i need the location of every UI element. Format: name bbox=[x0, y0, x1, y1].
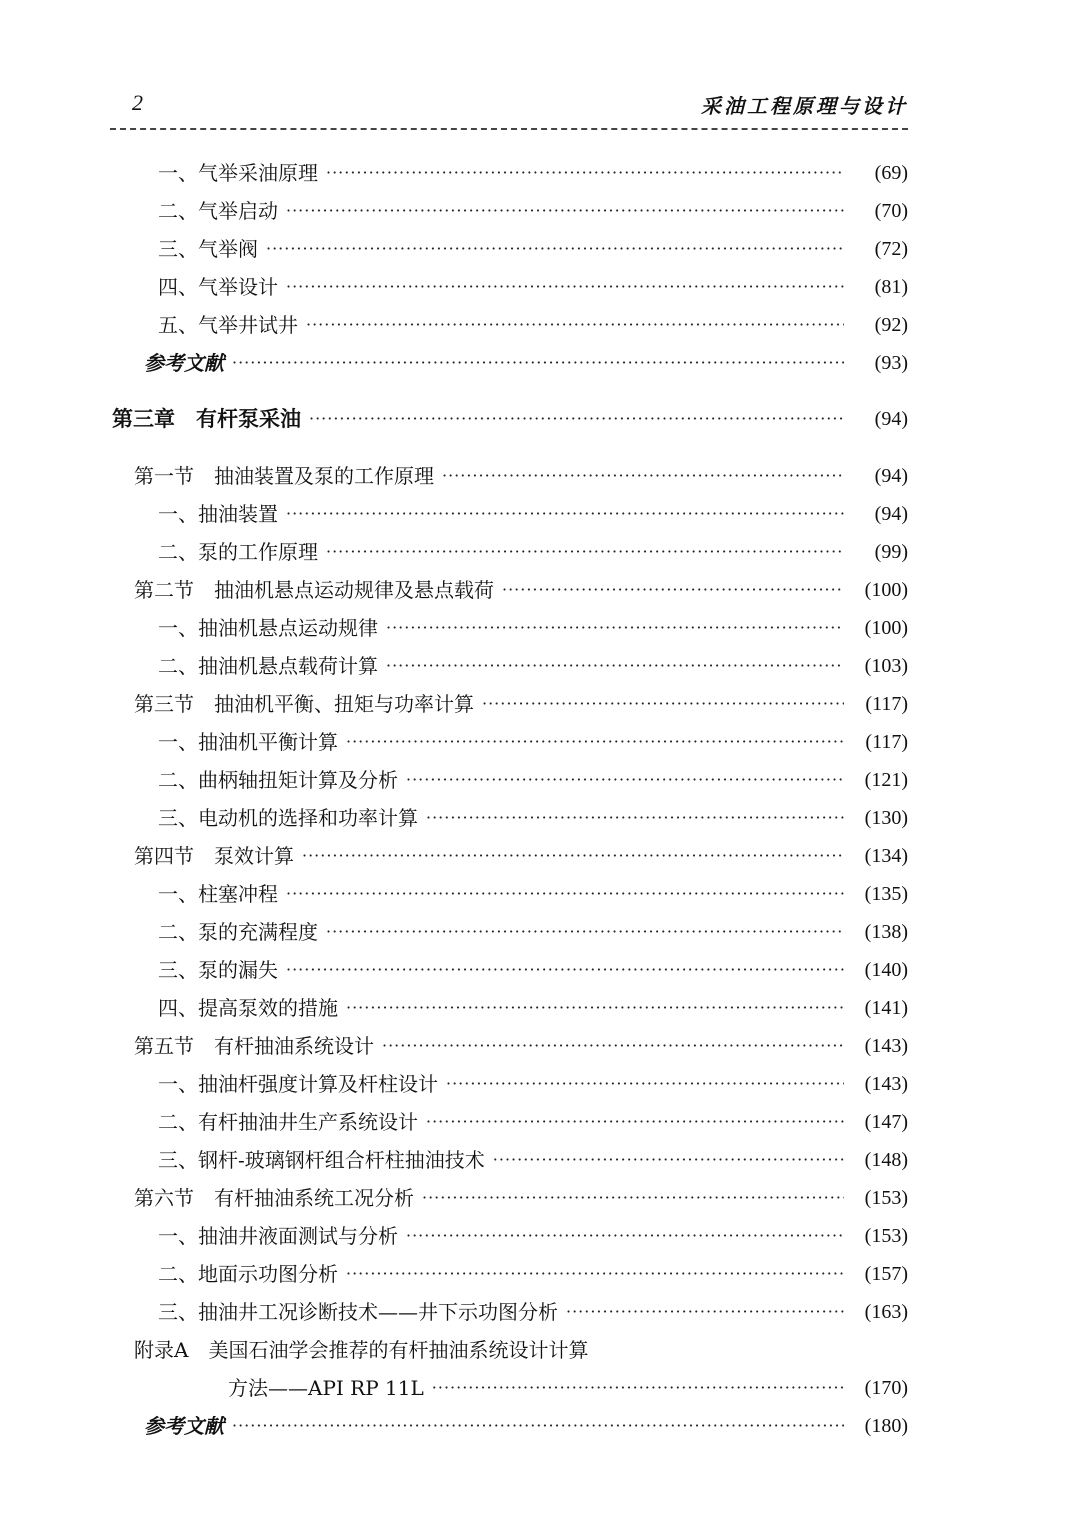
toc-entry-label: 二、泵的充满程度 bbox=[158, 920, 318, 944]
toc-entry bbox=[110, 1221, 908, 1251]
toc-entry-page: (117) bbox=[865, 693, 908, 715]
toc-entry-page: (121) bbox=[864, 769, 908, 791]
dot-leader bbox=[286, 879, 844, 909]
dot-leader bbox=[346, 993, 844, 1023]
toc-entry-label: 三、钢杆-玻璃钢杆组合杆柱抽油技术 bbox=[158, 1148, 485, 1172]
toc-entry-label: 一、抽油机悬点运动规律 bbox=[158, 616, 378, 640]
toc-section-label: 第五节 有杆抽油系统设计 bbox=[134, 1034, 374, 1058]
toc-entry bbox=[110, 727, 908, 757]
running-title: 采油工程原理与设计 bbox=[701, 94, 908, 118]
toc-entry-page: (72) bbox=[874, 238, 908, 260]
dot-leader bbox=[326, 537, 844, 567]
dot-leader bbox=[406, 765, 844, 795]
toc-section bbox=[110, 1031, 908, 1061]
toc-entry-label: 一、抽油装置 bbox=[158, 502, 278, 526]
toc-section-label: 第三节 抽油机平衡、扭矩与功率计算 bbox=[134, 692, 474, 716]
toc-appendix bbox=[110, 1335, 908, 1365]
toc-entry-label: 四、气举设计 bbox=[158, 275, 278, 299]
dot-leader bbox=[386, 613, 844, 643]
toc-entry-label: 二、地面示功图分析 bbox=[158, 1262, 338, 1286]
page-header bbox=[110, 90, 908, 126]
dot-leader bbox=[346, 1259, 844, 1289]
toc-entry-label: 四、提高泵效的措施 bbox=[158, 996, 338, 1020]
toc-entry-page: (100) bbox=[864, 617, 908, 639]
toc-entry-label: 参考文献 bbox=[144, 351, 224, 375]
dot-leader bbox=[482, 689, 844, 719]
toc-entry bbox=[110, 272, 908, 302]
dot-leader bbox=[446, 1069, 844, 1099]
toc-entry bbox=[110, 1373, 908, 1403]
dot-leader bbox=[566, 1297, 844, 1327]
dot-leader bbox=[302, 841, 844, 871]
toc-entry bbox=[110, 1259, 908, 1289]
toc-entry-label: 五、气举井试井 bbox=[158, 313, 298, 337]
toc-section bbox=[110, 461, 908, 491]
dot-leader bbox=[286, 196, 844, 226]
toc-entry-page: (135) bbox=[864, 883, 908, 905]
dot-leader bbox=[306, 310, 844, 340]
dot-leader bbox=[309, 404, 844, 434]
page-number: 2 bbox=[132, 90, 143, 115]
dot-leader bbox=[286, 955, 844, 985]
dot-leader bbox=[442, 461, 844, 491]
toc-entry bbox=[110, 993, 908, 1023]
toc-entry-page: (99) bbox=[874, 541, 908, 563]
toc-entry bbox=[110, 537, 908, 567]
toc-entry-page: (153) bbox=[864, 1225, 908, 1247]
toc-chapter-label: 第三章 有杆泵采油 bbox=[112, 406, 301, 431]
header-rule bbox=[110, 128, 908, 130]
dot-leader bbox=[326, 158, 844, 188]
dot-leader bbox=[422, 1183, 844, 1213]
toc-entry bbox=[110, 499, 908, 529]
dot-leader bbox=[406, 1221, 844, 1251]
toc-entry-page: (103) bbox=[864, 655, 908, 677]
toc-appendix-label: 附录A 美国石油学会推荐的有杆抽油系统设计计算 bbox=[134, 1338, 589, 1362]
toc-entry bbox=[110, 196, 908, 226]
toc-section bbox=[110, 689, 908, 719]
toc-section bbox=[110, 575, 908, 605]
toc-appendix-continuation: 方法——API RP 11L bbox=[228, 1376, 424, 1400]
dot-leader bbox=[346, 727, 844, 757]
toc-entry-page: (143) bbox=[864, 1073, 908, 1095]
toc-entry-page: (148) bbox=[864, 1149, 908, 1171]
toc-entry-references bbox=[110, 348, 908, 378]
toc-section bbox=[110, 841, 908, 871]
toc-entry-page: (163) bbox=[864, 1301, 908, 1323]
toc-entry-label: 三、电动机的选择和功率计算 bbox=[158, 806, 418, 830]
toc-entry-references bbox=[110, 1411, 908, 1441]
dot-leader bbox=[386, 651, 844, 681]
toc-entry-label: 一、气举采油原理 bbox=[158, 161, 318, 185]
toc-entry-page: (130) bbox=[864, 807, 908, 829]
toc-section-label: 第六节 有杆抽油系统工况分析 bbox=[134, 1186, 414, 1210]
dot-leader bbox=[286, 272, 844, 302]
toc-entry bbox=[110, 1145, 908, 1175]
toc-entry-page: (180) bbox=[864, 1415, 908, 1437]
toc-entry-label: 三、泵的漏失 bbox=[158, 958, 278, 982]
dot-leader bbox=[493, 1145, 844, 1175]
dot-leader bbox=[432, 1373, 844, 1403]
toc-entry-page: (134) bbox=[864, 845, 908, 867]
toc-entry bbox=[110, 310, 908, 340]
toc-entry-page: (93) bbox=[874, 352, 908, 374]
toc-entry-page: (138) bbox=[864, 921, 908, 943]
dot-leader bbox=[502, 575, 844, 605]
toc-entry-page: (117) bbox=[865, 731, 908, 753]
toc-section-label: 第一节 抽油装置及泵的工作原理 bbox=[134, 464, 434, 488]
dot-leader bbox=[426, 803, 844, 833]
toc-entry-page: (140) bbox=[864, 959, 908, 981]
toc-entry bbox=[110, 803, 908, 833]
toc-entry-page: (143) bbox=[864, 1035, 908, 1057]
toc-section-label: 第四节 泵效计算 bbox=[134, 844, 294, 868]
toc-entry-page: (69) bbox=[874, 162, 908, 184]
toc-entry-page: (141) bbox=[864, 997, 908, 1019]
toc-entry bbox=[110, 1107, 908, 1137]
toc-entry bbox=[110, 955, 908, 985]
toc-entry-label: 二、气举启动 bbox=[158, 199, 278, 223]
toc-entry-label: 参考文献 bbox=[144, 1414, 224, 1438]
toc-entry-page: (81) bbox=[874, 276, 908, 298]
toc-entry-page: (100) bbox=[864, 579, 908, 601]
toc-entry-label: 一、抽油杆强度计算及杆柱设计 bbox=[158, 1072, 438, 1096]
toc-section-label: 第二节 抽油机悬点运动规律及悬点载荷 bbox=[134, 578, 494, 602]
toc-entry-page: (92) bbox=[874, 314, 908, 336]
toc-entry bbox=[110, 1297, 908, 1327]
toc-entry-label: 二、有杆抽油井生产系统设计 bbox=[158, 1110, 418, 1134]
toc-entry-page: (94) bbox=[874, 465, 908, 487]
toc-entry-label: 三、气举阀 bbox=[158, 237, 258, 261]
toc-entry-page: (147) bbox=[864, 1111, 908, 1133]
toc-entry-page: (153) bbox=[864, 1187, 908, 1209]
toc-entry-label: 二、泵的工作原理 bbox=[158, 540, 318, 564]
toc-entry-label: 二、抽油机悬点载荷计算 bbox=[158, 654, 378, 678]
toc-entry-page: (70) bbox=[874, 200, 908, 222]
dot-leader bbox=[266, 234, 844, 264]
dot-leader bbox=[232, 1411, 844, 1441]
dot-leader bbox=[232, 348, 844, 378]
toc-entry-page: (157) bbox=[864, 1263, 908, 1285]
toc-entry bbox=[110, 1069, 908, 1099]
toc-entry-label: 一、柱塞冲程 bbox=[158, 882, 278, 906]
toc-entry bbox=[110, 917, 908, 947]
toc-entry-label: 一、抽油井液面测试与分析 bbox=[158, 1224, 398, 1248]
dot-leader bbox=[426, 1107, 844, 1137]
toc-entry-page: (170) bbox=[864, 1377, 908, 1399]
toc-entry-page: (94) bbox=[874, 408, 908, 430]
toc-entry-page: (94) bbox=[874, 503, 908, 525]
toc-entry bbox=[110, 158, 908, 188]
toc-entry bbox=[110, 613, 908, 643]
toc-chapter bbox=[110, 404, 908, 434]
toc-entry bbox=[110, 234, 908, 264]
dot-leader bbox=[286, 499, 844, 529]
toc-section bbox=[110, 1183, 908, 1213]
dot-leader bbox=[382, 1031, 844, 1061]
toc-entry-label: 三、抽油井工况诊断技术——井下示功图分析 bbox=[158, 1300, 558, 1324]
dot-leader bbox=[326, 917, 844, 947]
toc-entry-label: 一、抽油机平衡计算 bbox=[158, 730, 338, 754]
toc-entry bbox=[110, 651, 908, 681]
toc-entry bbox=[110, 879, 908, 909]
toc-entry-label: 二、曲柄轴扭矩计算及分析 bbox=[158, 768, 398, 792]
toc-entry bbox=[110, 765, 908, 795]
